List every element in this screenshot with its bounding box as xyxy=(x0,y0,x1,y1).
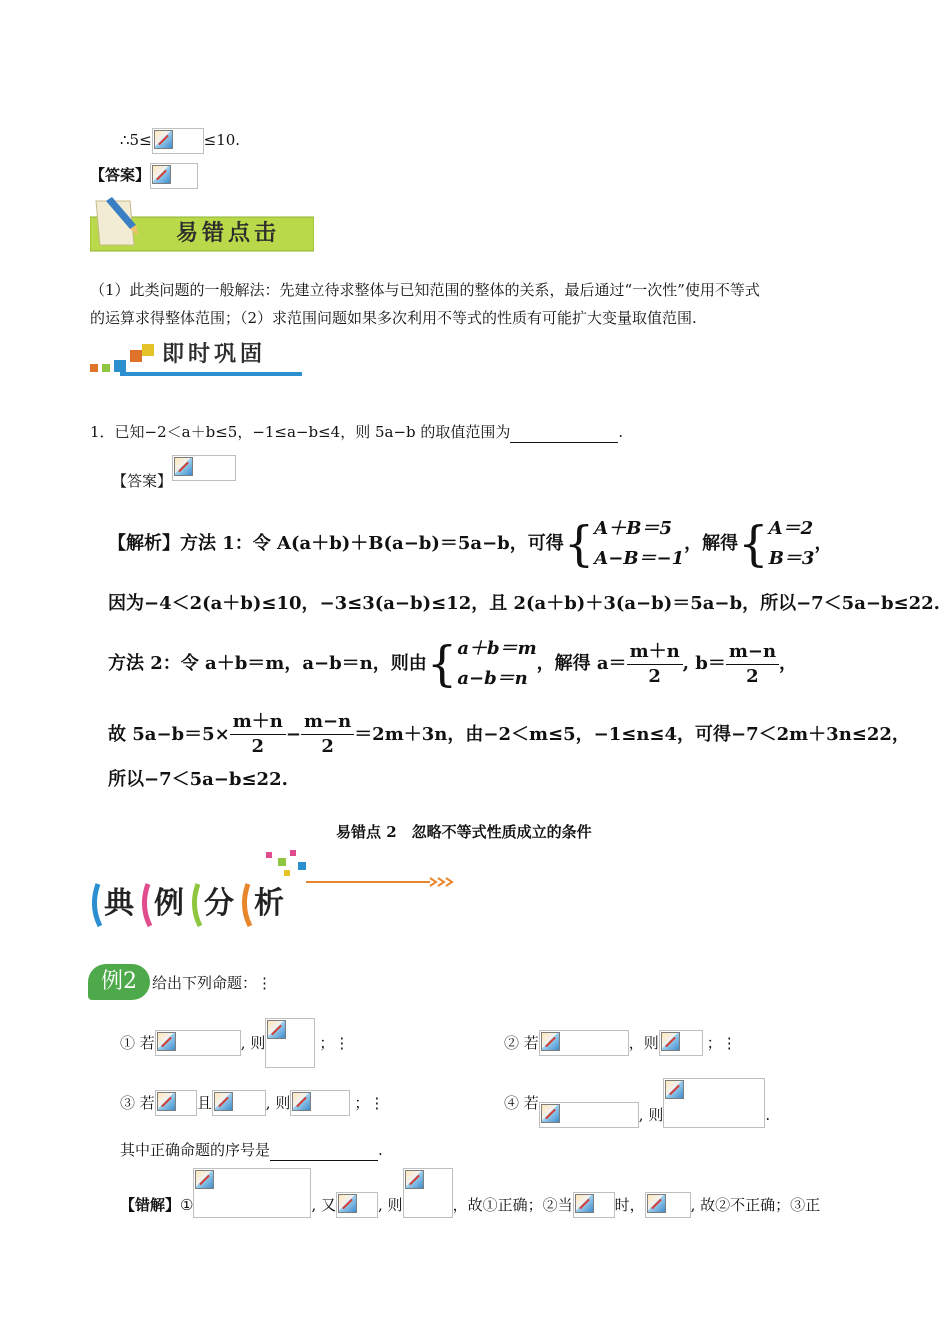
fraction-b xyxy=(726,640,779,689)
fraction-2 xyxy=(301,710,354,759)
proposition-4 xyxy=(504,1078,770,1128)
system-2 xyxy=(769,514,815,574)
derivation-line xyxy=(120,128,240,154)
formula-image xyxy=(265,1018,315,1068)
wrong-5: 时， xyxy=(614,1196,645,1214)
wrong-6: , 故②不正确；③正 xyxy=(690,1196,821,1214)
system-3-eq-a: a＋b＝m xyxy=(457,638,537,659)
formula-image xyxy=(663,1078,765,1128)
formula-image xyxy=(573,1192,615,1218)
system-3 xyxy=(457,634,536,694)
section-title: 易错点 2 忽略不等式性质成立的条件 xyxy=(336,823,592,841)
wrong-solution-label: 【错解】 xyxy=(120,1196,181,1214)
banner-char-2: 例 xyxy=(154,886,184,921)
answer-blank xyxy=(510,422,618,443)
proposition-3 xyxy=(120,1090,384,1116)
answer-blank xyxy=(270,1140,378,1161)
formula-image xyxy=(155,1090,197,1116)
wrong-2: , 又 xyxy=(311,1196,337,1214)
formula-image xyxy=(193,1168,311,1218)
method-2-mid: ，解得 a＝ xyxy=(536,653,627,674)
prop-1-end: ；⋮ xyxy=(319,1034,350,1052)
system-brace: { xyxy=(738,516,769,572)
system-2-eq-b: B＝3 xyxy=(768,548,815,569)
formula-image xyxy=(290,1090,350,1116)
fraction-2-numerator: m−n xyxy=(301,710,354,735)
system-2-eq-a: A＝2 xyxy=(768,518,814,539)
system-brace: { xyxy=(426,636,458,692)
banner-dianlifenxi xyxy=(90,848,460,936)
analysis-line-4 xyxy=(108,710,910,759)
method-1-end: ， xyxy=(814,533,833,554)
analysis-method-2 xyxy=(108,634,797,694)
analysis-method-1 xyxy=(108,514,832,574)
prop-1-label: ① 若 xyxy=(120,1034,155,1052)
prop-3-and: 且 xyxy=(196,1094,212,1112)
question-1-text: 1．已知−2＜a＋b≤5，−1≤a−b≤4，则 5a−b 的取值范围为 xyxy=(90,423,511,441)
q1-answer-label: 【答案】 xyxy=(112,472,173,490)
fraction-1 xyxy=(230,710,286,759)
banner-ji-text: 即时巩固 xyxy=(162,341,267,367)
question-text: 其中正确命题的序号是 xyxy=(120,1141,271,1159)
proposition-1 xyxy=(120,1018,349,1068)
question-1-end: . xyxy=(618,423,624,441)
banner-yi-text: 易错点击 xyxy=(176,220,281,246)
method-1-text: 方法 1：令 A(a＋b)＋B(a−b)＝5a−b，可得 xyxy=(180,533,564,554)
formula-image xyxy=(659,1030,703,1056)
formula-image xyxy=(152,128,204,154)
fraction-1-denominator: 2 xyxy=(251,736,265,757)
formula-image xyxy=(403,1168,453,1218)
minus-sign: − xyxy=(285,723,301,745)
banner-jishigonggu xyxy=(90,340,302,380)
fraction-2-denominator: 2 xyxy=(321,736,334,757)
prop-4-label: ④ 若 xyxy=(504,1094,539,1112)
analysis-line-5: 所以−7＜5a−b≤22. xyxy=(108,769,288,790)
fraction-b-numerator: m−n xyxy=(726,640,779,665)
note-line-2: 的运算求得整体范围；（2）求范围问题如果多次利用不等式的性质有可能扩大变量取值范围. xyxy=(90,309,697,327)
wrong-solution-row xyxy=(120,1168,820,1218)
method-2-end: ， xyxy=(779,653,798,674)
fraction-a-denominator: 2 xyxy=(648,665,661,687)
analysis-label: 【解析】 xyxy=(108,533,180,554)
derivation-suffix: ≤10. xyxy=(203,131,241,149)
prop-2-label: ② 若 xyxy=(504,1034,539,1052)
wrong-3: , 则 xyxy=(378,1196,403,1214)
q1-answer-row xyxy=(112,455,236,490)
banner-char-4: 析 xyxy=(254,886,284,921)
formula-image xyxy=(539,1102,639,1128)
analysis-line-2: 因为−4＜2(a＋b)≤10，−3≤3(a−b)≤12，且 2(a＋b)＋3(a−b)＝5a−b，所以−7＜5a−b≤22. xyxy=(108,593,940,614)
answer-row xyxy=(90,163,198,189)
prop-1-then: , 则 xyxy=(240,1034,266,1052)
system-1-eq-a: A＋B＝5 xyxy=(594,518,673,539)
example-question xyxy=(120,1140,383,1161)
line-4-prefix: 故 5a−b＝5× xyxy=(108,723,230,745)
prop-4-then: , 则 xyxy=(638,1106,664,1124)
formula-image xyxy=(645,1192,691,1218)
formula-image xyxy=(336,1192,378,1218)
note-line-1: （1）此类问题的一般解法：先建立待求整体与已知范围的整体的关系，最后通过“一次性”使用不等式 xyxy=(90,281,760,299)
wrong-4: ，故①正确；②当 xyxy=(452,1196,573,1214)
wrong-1: ① xyxy=(180,1196,194,1214)
proposition-2 xyxy=(504,1030,737,1056)
formula-image xyxy=(539,1030,629,1056)
method-1-mid: ，解得 xyxy=(684,533,739,554)
system-3-eq-b: a−b＝n xyxy=(457,668,528,689)
system-1 xyxy=(594,514,684,574)
derivation-prefix: ∴5≤ xyxy=(120,131,152,149)
banner-char-3: 分 xyxy=(204,886,234,921)
q1-answer-image xyxy=(172,455,236,481)
line-4-suffix: ＝2m＋3n，由−2＜m≤5，−1≤n≤4，可得−7＜2m＋3n≤22， xyxy=(354,723,910,745)
formula-image xyxy=(155,1030,241,1056)
method-2-b: , b＝ xyxy=(682,653,726,674)
system-brace: { xyxy=(563,516,595,572)
prop-3-end: ；⋮ xyxy=(354,1094,385,1112)
prop-2-end: ；⋮ xyxy=(706,1034,737,1052)
system-1-eq-b: A−B＝−1 xyxy=(594,548,685,569)
fraction-b-denominator: 2 xyxy=(746,665,759,687)
prop-4-end: . xyxy=(765,1106,771,1124)
question-end: . xyxy=(378,1141,383,1159)
answer-label: 【答案】 xyxy=(90,166,151,184)
example-intro: 给出下列命题：⋮ xyxy=(152,974,273,992)
example-badge: 例2 xyxy=(88,964,150,1000)
banner-char-1: 典 xyxy=(104,886,134,921)
formula-image xyxy=(212,1090,266,1116)
prop-3-label: ③ 若 xyxy=(120,1094,155,1112)
fraction-1-numerator: m＋n xyxy=(230,710,286,735)
prop-3-then: , 则 xyxy=(265,1094,291,1112)
banner-yicuodianji xyxy=(90,195,314,255)
question-1 xyxy=(90,422,623,443)
fraction-a-numerator: m＋n xyxy=(627,640,683,665)
fraction-a xyxy=(627,640,683,689)
answer-image xyxy=(150,163,198,189)
method-2-text: 方法 2：令 a＋b＝m，a−b＝n，则由 xyxy=(108,653,427,674)
prop-2-then: ，则 xyxy=(628,1034,659,1052)
